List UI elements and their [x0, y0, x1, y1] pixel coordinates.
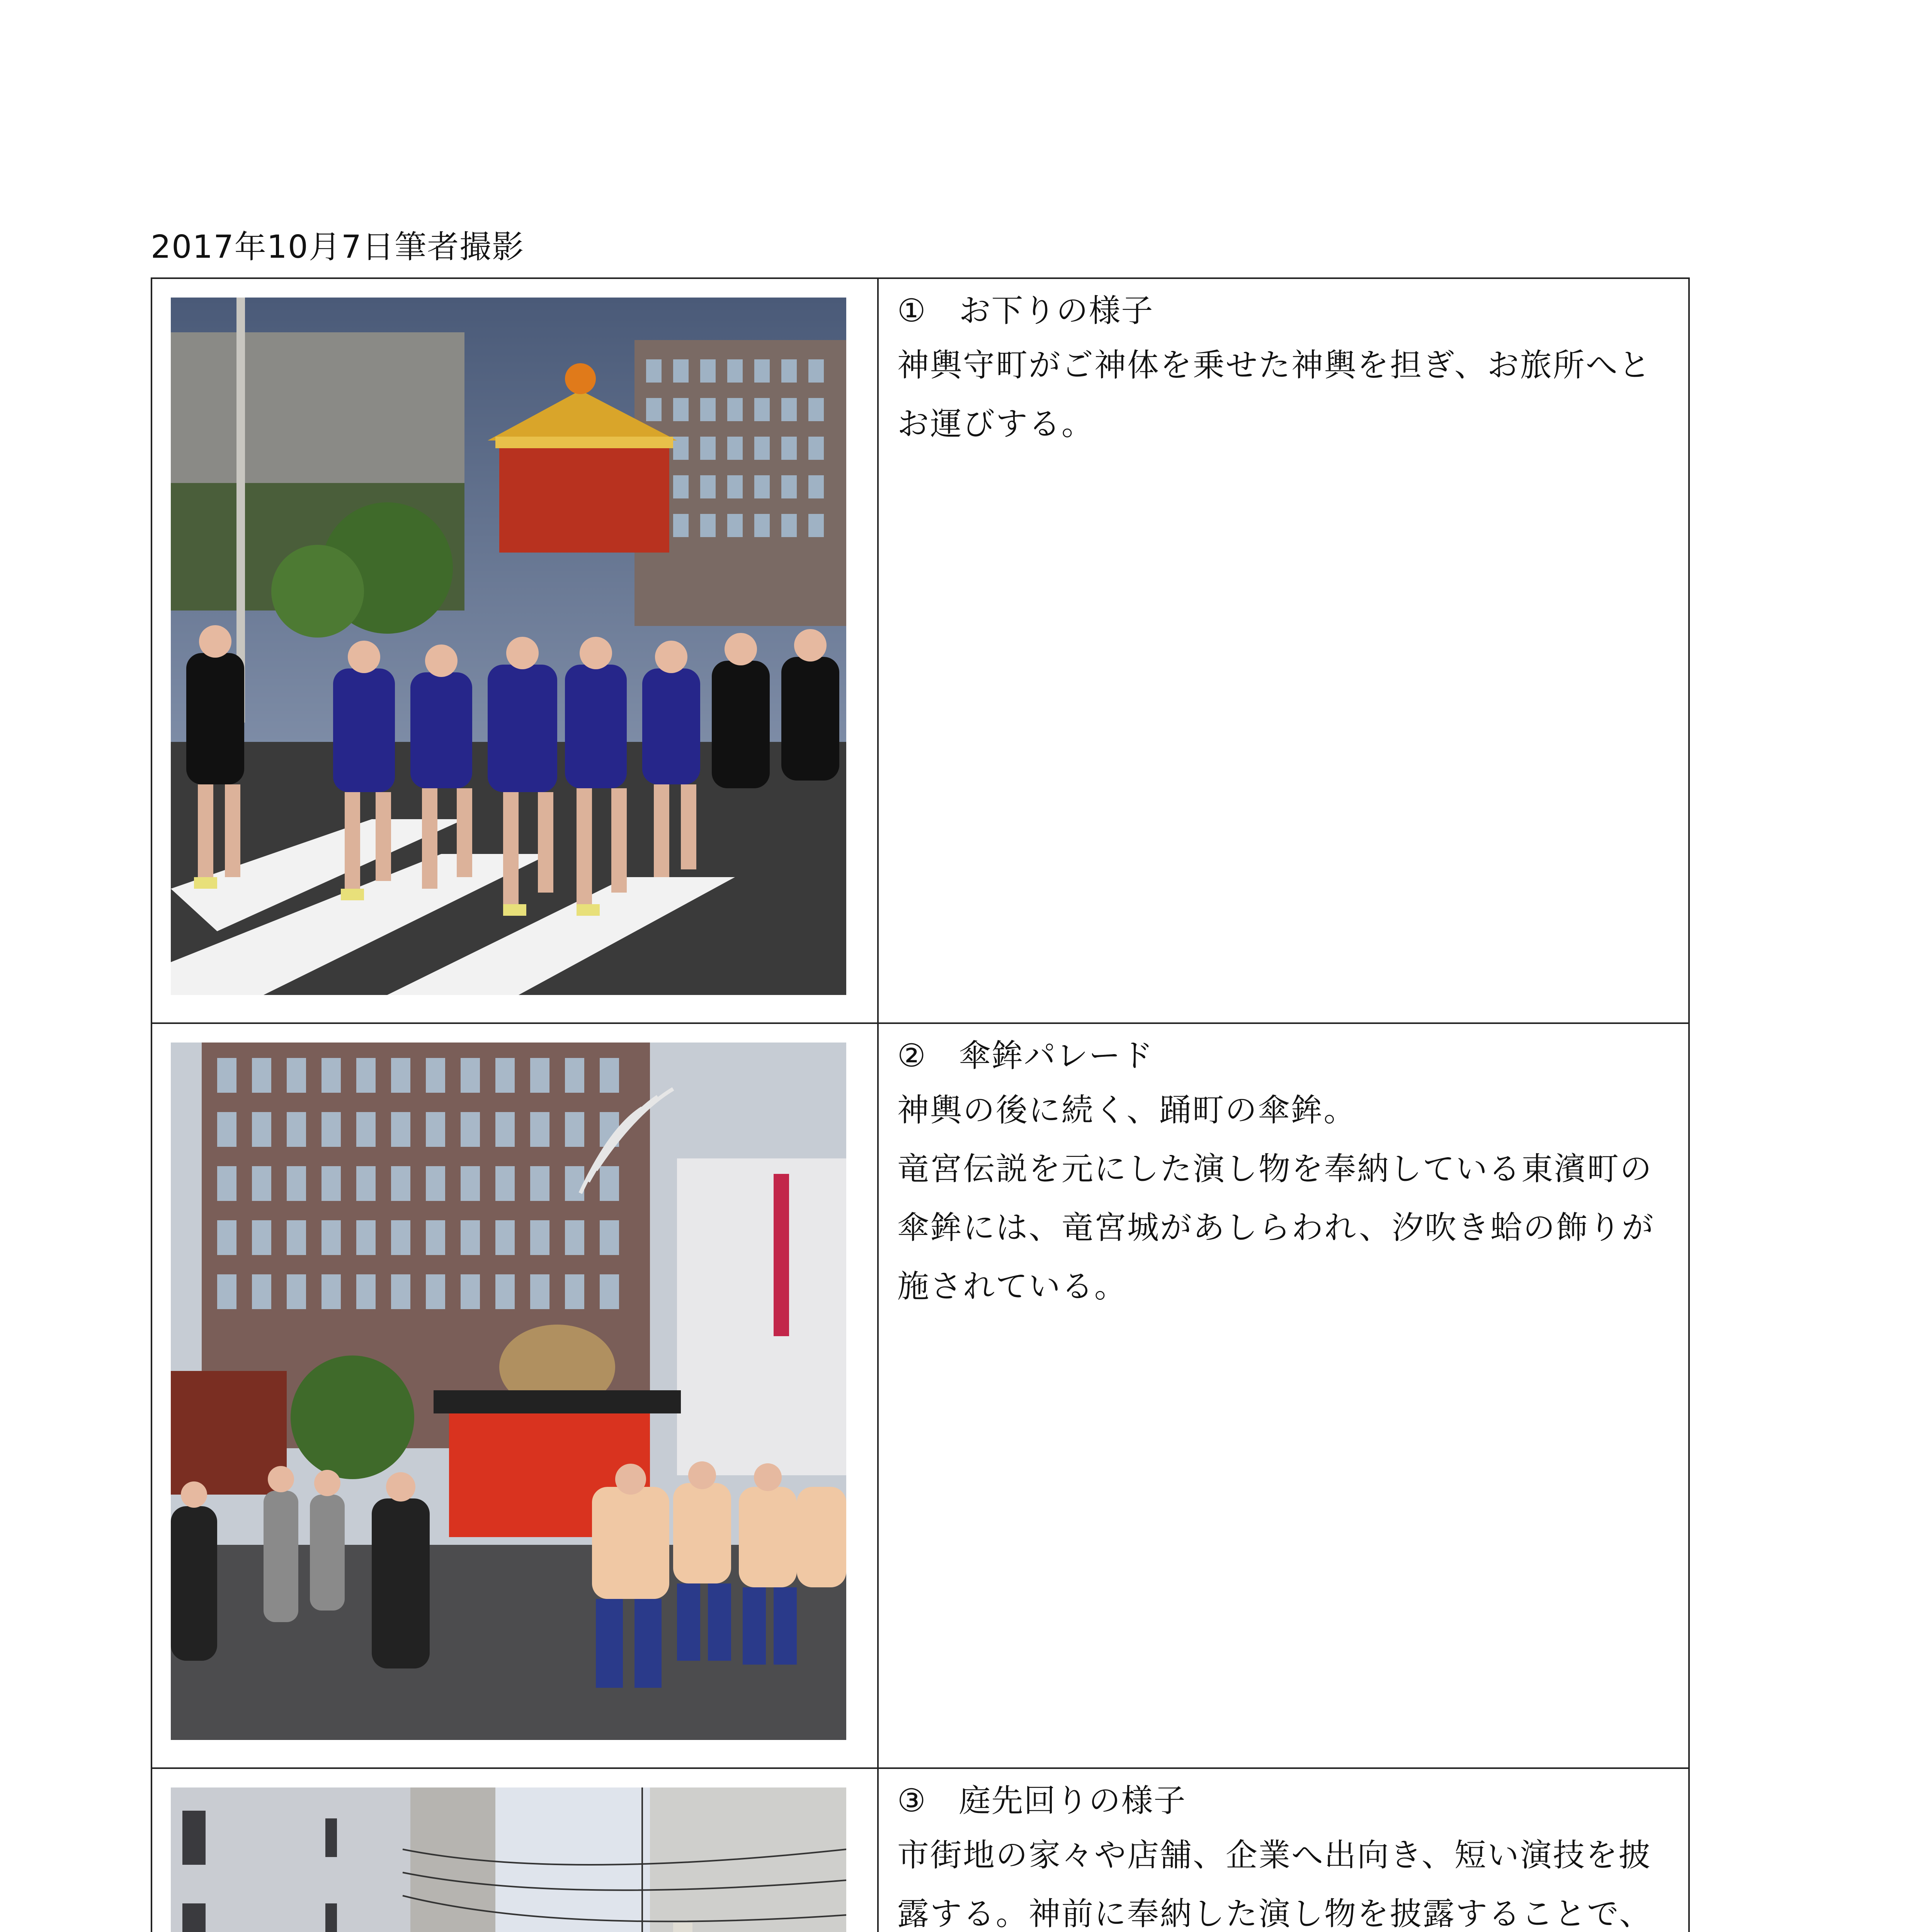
photo-caption: 2017年10月7日筆者撮影: [151, 229, 525, 265]
entry-description: 神輿守町がご神体を乗せた神輿を担ぎ、お旅所へとお運びする。: [897, 347, 1652, 442]
entry-title: ② 傘鉾パレード: [897, 1037, 1154, 1074]
entry-description: 市街地の家々や店舗、企業へ出向き、短い演技を披露する。神前に奉納した演し物を披露することで、: [897, 1837, 1652, 1932]
photo-kasaboko-parade: [171, 1043, 846, 1740]
table-row: [151, 1023, 1689, 1768]
photo-cell: [151, 1768, 878, 1932]
entry-title: ③ 庭先回りの様子: [897, 1782, 1186, 1819]
text-cell: [878, 1768, 1689, 1932]
photo-mikoshi-procession: [171, 298, 846, 995]
text-cell: [878, 278, 1689, 1023]
text-cell: [878, 1023, 1689, 1768]
entry-title: ① お下りの様子: [897, 293, 1154, 329]
table-row: [151, 1768, 1689, 1932]
photo-table: [151, 277, 1690, 1932]
photo-niwasakimawari: [171, 1787, 846, 1932]
photo-cell: [151, 278, 878, 1023]
photo-cell: [151, 1023, 878, 1768]
entry-description-detail: 竜宮伝説を元にした演し物を奉納している東濱町の傘鉾には、竜宮城があしらわれ、汐吹き蛤の飾りが施されている。: [897, 1151, 1655, 1305]
table-row: [151, 278, 1689, 1023]
entry-description: 神輿の後に続く、踊町の傘鉾。: [897, 1092, 1357, 1129]
